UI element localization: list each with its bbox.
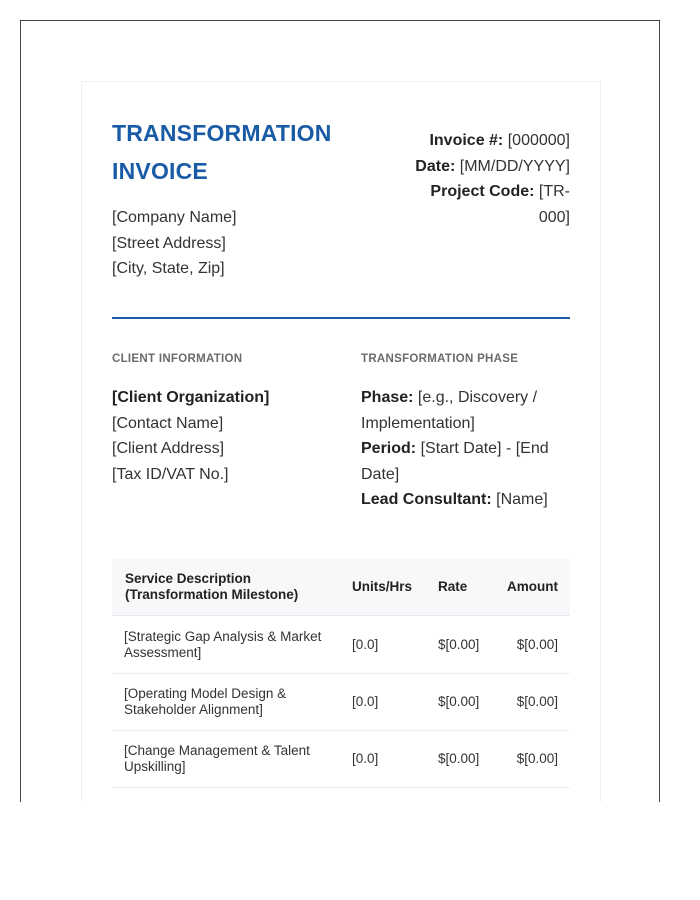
table-row (112, 617, 570, 674)
row-description: [Change Management & Talent Upskilling] (124, 743, 310, 774)
project-code-line (370, 179, 570, 230)
invoice-date-value: [MM/DD/YYYY] (459, 157, 570, 175)
lead-consultant-label: Lead Consultant: (361, 491, 492, 508)
client-organization: [Client Organization] (112, 389, 270, 406)
period-label: Period: (361, 440, 417, 457)
table-row (112, 674, 570, 731)
lead-consultant-value: [Name] (496, 491, 548, 508)
client-info-block (112, 385, 332, 487)
company-city: [City, State, Zip] (112, 260, 225, 277)
invoice-date-line (370, 154, 570, 180)
header-divider (112, 317, 570, 319)
row-description: [Strategic Gap Analysis & Market Assessment] (124, 629, 322, 660)
client-contact: [Contact Name] (112, 414, 224, 432)
period-value: [Start Date] - [End Date] (361, 440, 549, 483)
row-description: [Operating Model Design & Stakeholder Alignment] (124, 686, 287, 717)
company-street: [Street Address] (112, 234, 226, 252)
phase-line (361, 385, 561, 436)
row-units: [0.0] (352, 751, 379, 766)
invoice-date-label: Date: (415, 157, 456, 175)
col-amount-header: Amount (507, 579, 558, 594)
invoice-title: TRANSFORMATION INVOICE (112, 120, 332, 184)
company-name: [Company Name] (112, 209, 237, 226)
col-rate-header: Rate (438, 579, 468, 594)
services-table-header (112, 559, 570, 616)
phase-value: [e.g., Discovery / Implementation] (361, 389, 538, 432)
phase-heading: TRANSFORMATION PHASE (361, 353, 519, 365)
client-address: [Client Address] (112, 440, 225, 457)
col-units-header: Units/Hrs (352, 579, 413, 594)
invoice-meta (370, 128, 570, 230)
invoice-number-line (370, 128, 570, 154)
project-code-value: [TR-000] (538, 183, 570, 226)
row-amount: $[0.00] (516, 637, 558, 652)
client-tax-id: [Tax ID/VAT No.] (112, 465, 229, 483)
row-units: [0.0] (352, 694, 379, 709)
col-description-header: Service Description (Transformation Milestone) (125, 571, 299, 602)
project-code-label: Project Code: (430, 183, 535, 200)
lead-consultant-line (361, 487, 561, 513)
row-units: [0.0] (352, 637, 379, 652)
row-amount: $[0.00] (516, 751, 558, 766)
company-address-block (112, 205, 237, 282)
phase-block (361, 385, 561, 513)
table-row (112, 731, 570, 788)
phase-label: Phase: (361, 389, 414, 406)
row-amount: $[0.00] (516, 694, 558, 709)
row-rate: $[0.00] (438, 637, 480, 652)
client-info-heading: CLIENT INFORMATION (112, 353, 243, 365)
invoice-number-value: [000000] (507, 132, 570, 149)
row-rate: $[0.00] (438, 751, 480, 766)
row-rate: $[0.00] (438, 694, 480, 709)
invoice-number-label: Invoice #: (429, 132, 504, 149)
period-line (361, 436, 561, 487)
